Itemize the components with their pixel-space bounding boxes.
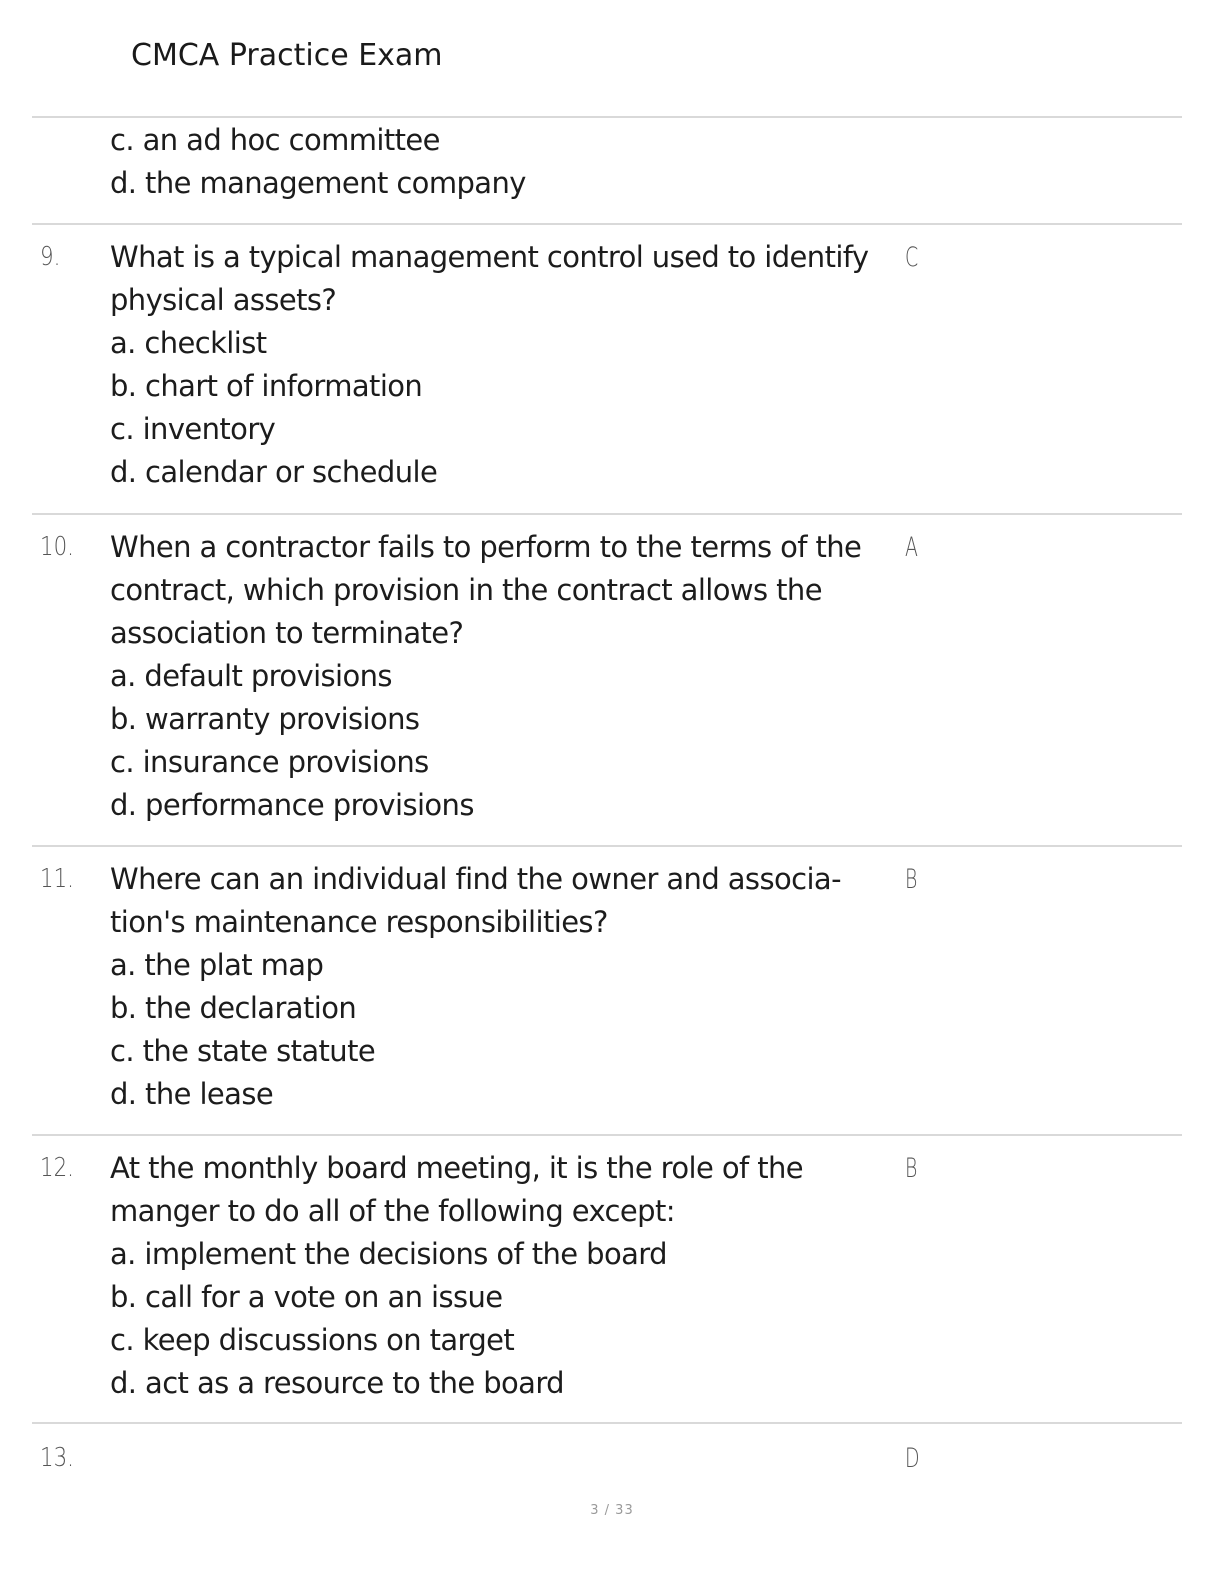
- option-d: d. performance provisions: [110, 788, 474, 822]
- page-title: CMCA Practice Exam: [131, 38, 443, 73]
- answer-letter: A: [905, 532, 918, 563]
- option-d: d. the lease: [110, 1077, 274, 1111]
- question-body: [110, 1147, 910, 1405]
- question-text-line: physical assets?: [110, 283, 337, 317]
- divider: [32, 116, 1182, 118]
- question-number: 11.: [40, 864, 74, 894]
- option-c: c. keep discussions on target: [110, 1323, 515, 1357]
- question-body: [110, 858, 910, 1116]
- question-text-line: contract, which provision in the contract allows the: [110, 573, 822, 607]
- option-a: a. the plat map: [110, 948, 324, 982]
- divider: [32, 1422, 1182, 1424]
- question-text-line: tion's maintenance responsibilities?: [110, 905, 608, 939]
- question-text-line: association to terminate?: [110, 616, 464, 650]
- option-c: c. an ad hoc committee: [110, 123, 440, 157]
- question-number: 13.: [40, 1443, 74, 1473]
- option-d: d. act as a resource to the board: [110, 1366, 564, 1400]
- option-b: b. call for a vote on an issue: [110, 1280, 503, 1314]
- divider: [32, 513, 1182, 515]
- question-body: [110, 526, 910, 827]
- option-c: c. inventory: [110, 412, 276, 446]
- option-a: a. default provisions: [110, 659, 392, 693]
- option-b: b. the declaration: [110, 991, 357, 1025]
- question-text-line: manger to do all of the following except:: [110, 1194, 675, 1228]
- option-b: b. chart of information: [110, 369, 423, 403]
- answer-letter: B: [905, 1153, 918, 1184]
- option-a: a. checklist: [110, 326, 267, 360]
- answer-letter: B: [905, 864, 918, 895]
- question-text-line: At the monthly board meeting, it is the role of the: [110, 1151, 803, 1185]
- question-text-line: What is a typical management control used to identify: [110, 240, 869, 274]
- question-body: [110, 236, 910, 494]
- answer-letter: D: [905, 1443, 920, 1474]
- divider: [32, 1134, 1182, 1136]
- option-d: d. calendar or schedule: [110, 455, 438, 489]
- option-a: a. implement the decisions of the board: [110, 1237, 667, 1271]
- option-b: b. warranty provisions: [110, 702, 420, 736]
- question-number: 9.: [40, 242, 61, 272]
- option-d: d. the management company: [110, 166, 526, 200]
- question-text-line: When a contractor fails to perform to the terms of the: [110, 530, 862, 564]
- divider: [32, 223, 1182, 225]
- divider: [32, 845, 1182, 847]
- question-number: 12.: [40, 1153, 74, 1183]
- page-number: 3 / 33: [590, 1503, 634, 1518]
- question-text-line: Where can an individual find the owner and associa-: [110, 862, 841, 896]
- answer-letter: C: [905, 242, 919, 273]
- option-c: c. insurance provisions: [110, 745, 429, 779]
- question-number: 10.: [40, 532, 74, 562]
- option-c: c. the state statute: [110, 1034, 376, 1068]
- continued-options: [110, 119, 910, 205]
